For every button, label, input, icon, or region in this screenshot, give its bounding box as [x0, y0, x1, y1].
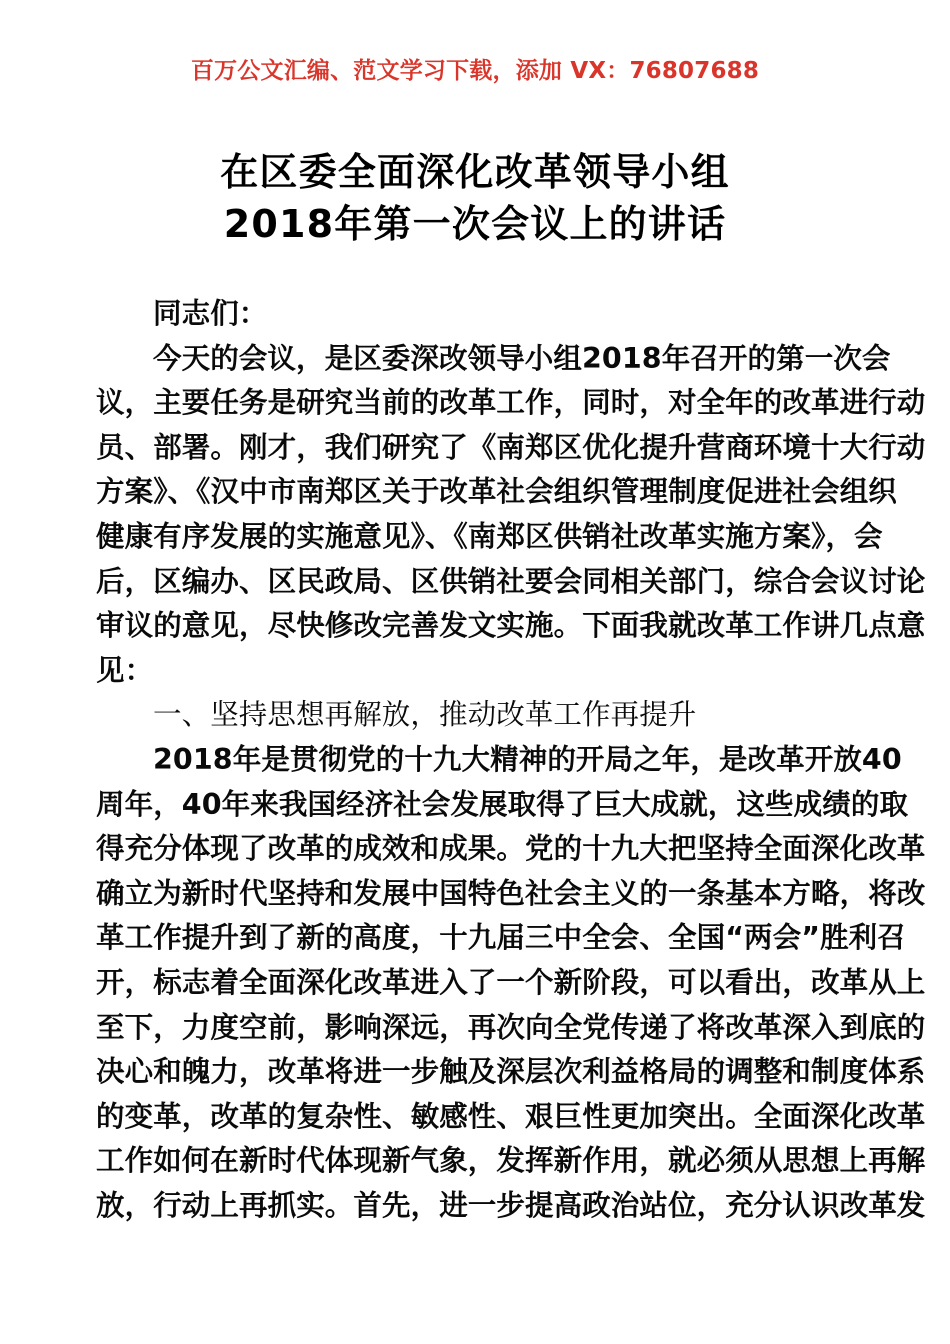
paragraph-line: 周年，40年来我国经济社会发展取得了巨大成就，这些成绩的取 [96, 787, 909, 821]
paragraph-line: 2018年是贯彻党的十九大精神的开局之年，是改革开放40 [153, 742, 902, 776]
title-line-2: 2018年第一次会议上的讲话 [223, 202, 727, 246]
page-title [0, 146, 950, 250]
paragraph-line: 至下，力度空前，影响深远，再次向全党传递了将改革深入到底的 [96, 1010, 926, 1044]
paragraph-line: 革工作提升到了新的高度，十九届三中全会、全国“两会”胜利召 [96, 921, 906, 955]
paragraph-line: 开，标志着全面深化改革进入了一个新阶段，可以看出，改革从上 [96, 965, 926, 999]
paragraph-line: 工作如何在新时代体现新气象，发挥新作用，就必须从思想上再解 [96, 1144, 926, 1178]
paragraph-line: 得充分体现了改革的成效和成果。党的十九大把坚持全面深化改革 [96, 832, 926, 866]
salutation: 同志们： [153, 297, 268, 330]
paragraph-line: 员、部署。刚才，我们研究了《南郑区优化提升营商环境十大行动 [96, 430, 926, 464]
paragraph-line: 今天的会议，是区委深改领导小组2018年召开的第一次会 [153, 341, 891, 375]
paragraph-line: 见： [96, 653, 154, 687]
paragraph-line: 审议的意见，尽快修改完善发文实施。下面我就改革工作讲几点意 [96, 609, 926, 643]
paragraph-line: 确立为新时代坚持和发展中国特色社会主义的一条基本方略，将改 [96, 876, 926, 910]
paragraph-line: 健康有序发展的实施意见》、《南郑区供销社改革实施方案》，会 [96, 519, 883, 553]
paragraph-line: 的变革，改革的复杂性、敏感性、艰巨性更加突出。全面深化改革 [96, 1099, 926, 1133]
title-line-1: 在区委全面深化改革领导小组 [220, 150, 730, 194]
paragraph-line: 放，行动上再抓实。首先，进一步提高政治站位，充分认识改革发 [96, 1188, 926, 1222]
paragraph-line: 方案》、《汉中市南郑区关于改革社会组织管理制度促进社会组织 [96, 475, 897, 509]
promo-watermark-header: 百万公文汇编、范文学习下载，添加 VX：76807688 [190, 58, 760, 84]
paragraph-line: 议，主要任务是研究当前的改革工作，同时，对全年的改革进行动 [96, 386, 926, 420]
paragraph-line: 决心和魄力，改革将进一步触及深层次利益格局的调整和制度体系 [96, 1055, 926, 1089]
document-body [96, 292, 926, 1228]
paragraph-line: 后，区编办、区民政局、区供销社要会同相关部门，综合会议讨论 [96, 564, 926, 598]
section-heading: 一、坚持思想再解放，推动改革工作再提升 [153, 698, 697, 732]
